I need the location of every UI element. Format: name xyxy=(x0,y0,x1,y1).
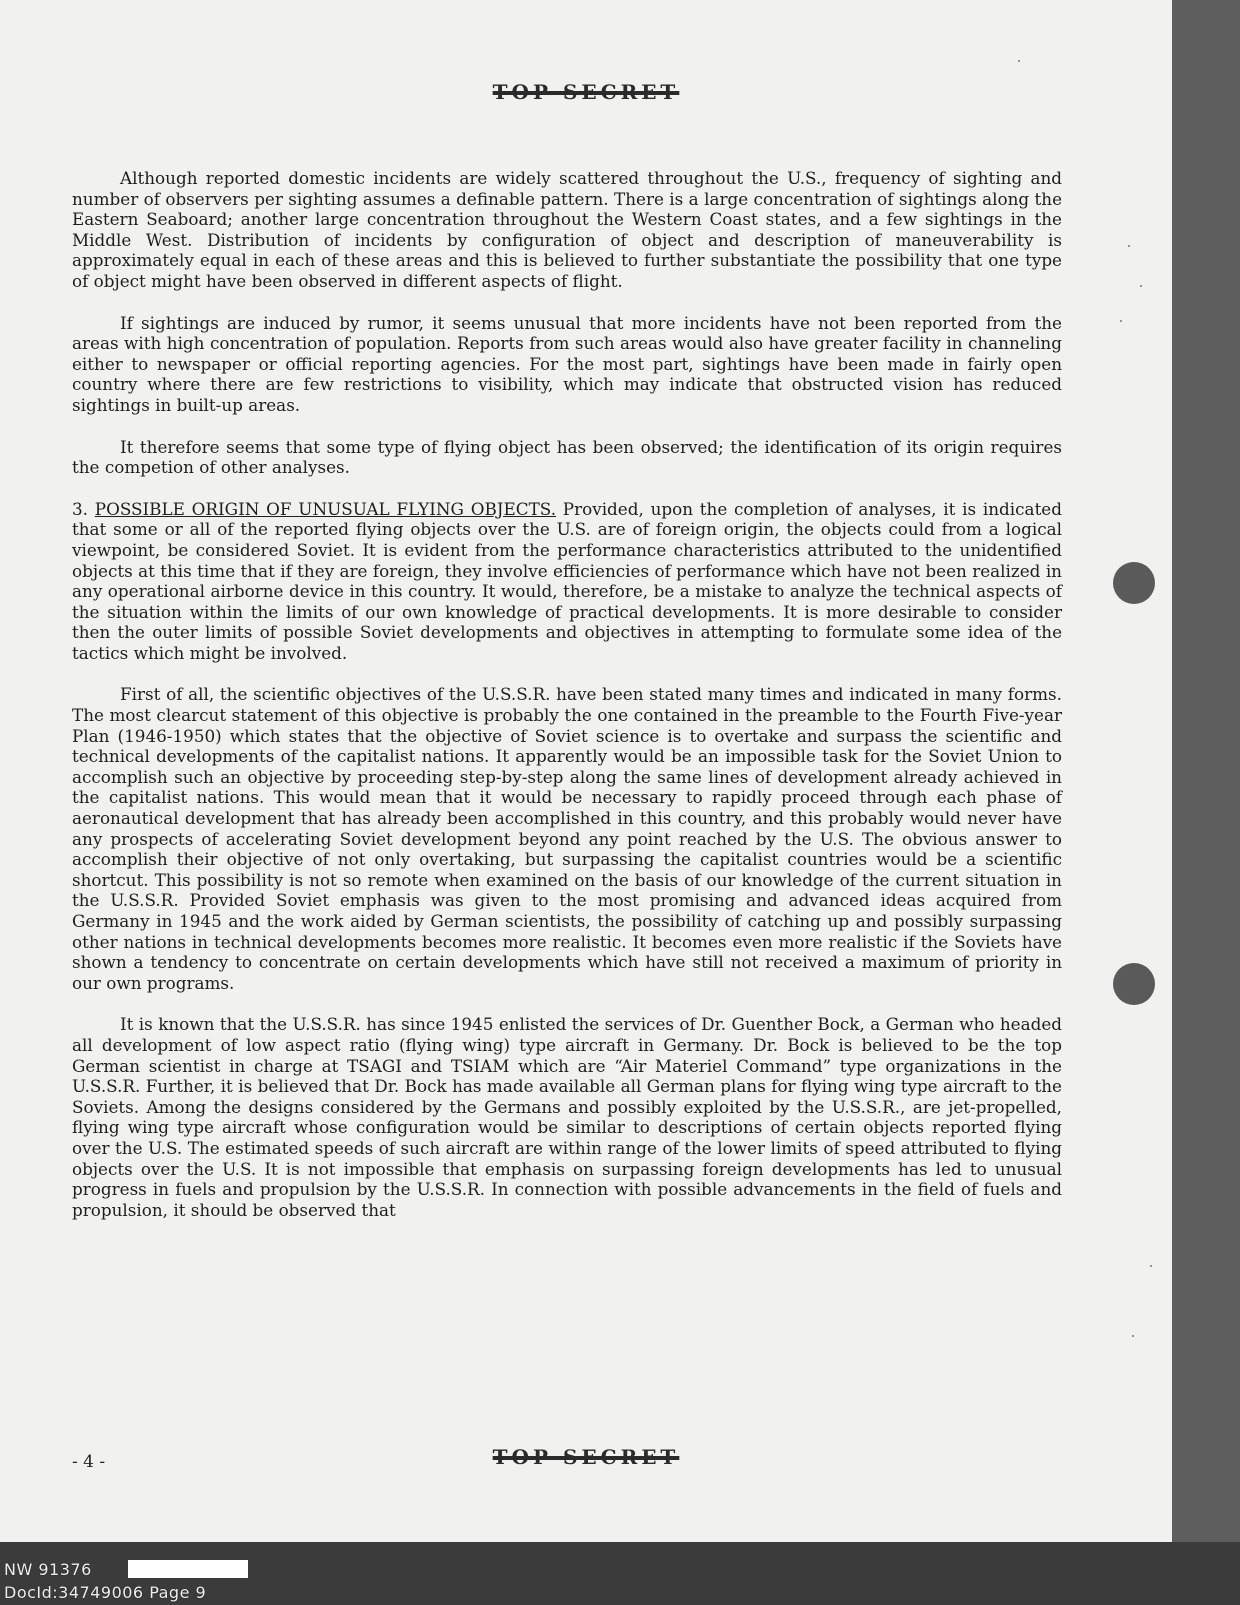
header-classification-stamp: TOP SECRET xyxy=(492,80,680,104)
paragraph-3: It therefore seems that some type of flying object has been observed; the identification of its origin requires the competion of other analyses. xyxy=(72,436,1062,478)
paragraph-6: It is known that the U.S.S.R. has since 1945 enlisted the services of Dr. Guenther Bock, a German who headed all development of low aspect ratio (flying wing) type aircraft in Germany. Dr. Bock is believed to be the top German scientist in charge at TSAGI and TSIAM which are “Air Materiel Command” type organizations in the U.S.S.R. Further, it is believed that Dr. Bock has made available all German plans for flying wing type aircraft to the Soviets. Among the designs considered by the Germans and possibly exploited by the U.S.S.R., are jet-propelled, flying wing type aircraft whose configuration would be similar to descriptions of certain objects reported flying over the U.S. The estimated speeds of such aircraft are within range of the lower limits of speed attributed to flying objects over the U.S. It is not impossible that emphasis on surpassing foreign developments has led to unusual progress in fuels and propulsion by the U.S.S.R. In connection with possible advancements in the field of fuels and propulsion, it should be observed that xyxy=(72,1014,1062,1220)
scan-speck xyxy=(1120,320,1122,322)
scan-speck xyxy=(1150,1265,1152,1267)
footer-classification-stamp: TOP SECRET xyxy=(492,1445,680,1469)
punch-hole-lower xyxy=(1113,963,1155,1005)
redaction-box xyxy=(128,1560,248,1578)
section-3-heading: POSSIBLE ORIGIN OF UNUSUAL FLYING OBJECTS. xyxy=(94,498,557,519)
page-number: - 4 - xyxy=(72,1452,106,1472)
scan-speck xyxy=(1018,60,1020,62)
scan-speck xyxy=(1140,285,1142,287)
section-3-number: 3. xyxy=(72,498,89,519)
paragraph-5: First of all, the scientific objectives of the U.S.S.R. have been stated many times and indicated in many forms. The most clearcut statement of this objective is probably the one contained in the preamble to the Fourth Five-year Plan (1946-1950) which states that the objective of Soviet science is to overtake and surpass the scientific and technical developments of the capitalist nations. It apparently would be an impossible task for the Soviet Union to accomplish such an objective by proceeding step-by-step along the same lines of development already achieved in the capitalist nations. This would mean that it would be necessary to rapidly proceed through each phase of aeronautical development that has already been accomplished in this country, and this probably would never have any prospects of accelerating Soviet development beyond any point reached by the U.S. The obvious answer to accomplish their objective of not only overtaking, but surpassing the capitalist countries would be a scientific shortcut. This possibility is not so remote when examined on the basis of our knowledge of the current situation in the U.S.S.R. Provided Soviet emphasis was given to the most promising and advanced ideas acquired from Germany in 1945 and the work aided by German scientists, the possibility of catching up and possibly surpassing other nations in technical developments becomes more realistic. It becomes even more realistic if the Soviets have shown a tendency to concentrate on certain developments which have still not received a maximum of priority in our own programs. xyxy=(72,684,1062,993)
archive-docid: DocId:34749006 Page 9 xyxy=(4,1583,207,1602)
punch-hole-upper xyxy=(1113,562,1155,604)
paragraph-1: Although reported domestic incidents are widely scattered throughout the U.S., frequency of sighting and number of observers per sighting assumes a definable pattern. There is a large concentration of sightings along the Eastern Seaboard; another large concentration throughout the Western Coast states, and a few sightings in the Middle West. Distribution of incidents by configuration of object and description of maneuverability is approximately equal in each of these areas and this is believed to further substantiate the possibility that one type of object might have been observed in different aspects of flight. xyxy=(72,168,1062,291)
paragraph-2: If sightings are induced by rumor, it seems unusual that more incidents have not been reported from the areas with high concentration of population. Reports from such areas would also have greater facility in channeling either to newspaper or official reporting agencies. For the most part, sightings have been made in fairly open country where there are few restrictions to visibility, which may indicate that obstructed vision has reduced sightings in built-up areas. xyxy=(72,312,1062,415)
section-3-paragraph xyxy=(72,499,1062,664)
scanner-margin xyxy=(1172,0,1240,1605)
scan-speck xyxy=(1132,1335,1134,1337)
section-3-text: Provided, upon the completion of analyses, it is indicated that some or all of the reported flying objects over the U.S. are of foreign origin, the objects could from a logical viewpoint, be considered Soviet. It is evident from the performance characteristics attributed to the unidentified objects at this time that if they are foreign, they involve efficiencies of performance which have not been realized in any operational airborne device in this country. It would, therefore, be a mistake to analyze the technical aspects of the situation within the limits of our own knowledge of practical developments. It is more desirable to consider then the outer limits of possible Soviet developments and objectives in attempting to formulate some idea of the tactics which might be involved. xyxy=(72,498,1062,663)
archive-nw-number: NW 91376 xyxy=(4,1560,92,1579)
body-text xyxy=(72,168,1062,1241)
scan-speck xyxy=(1128,245,1130,247)
